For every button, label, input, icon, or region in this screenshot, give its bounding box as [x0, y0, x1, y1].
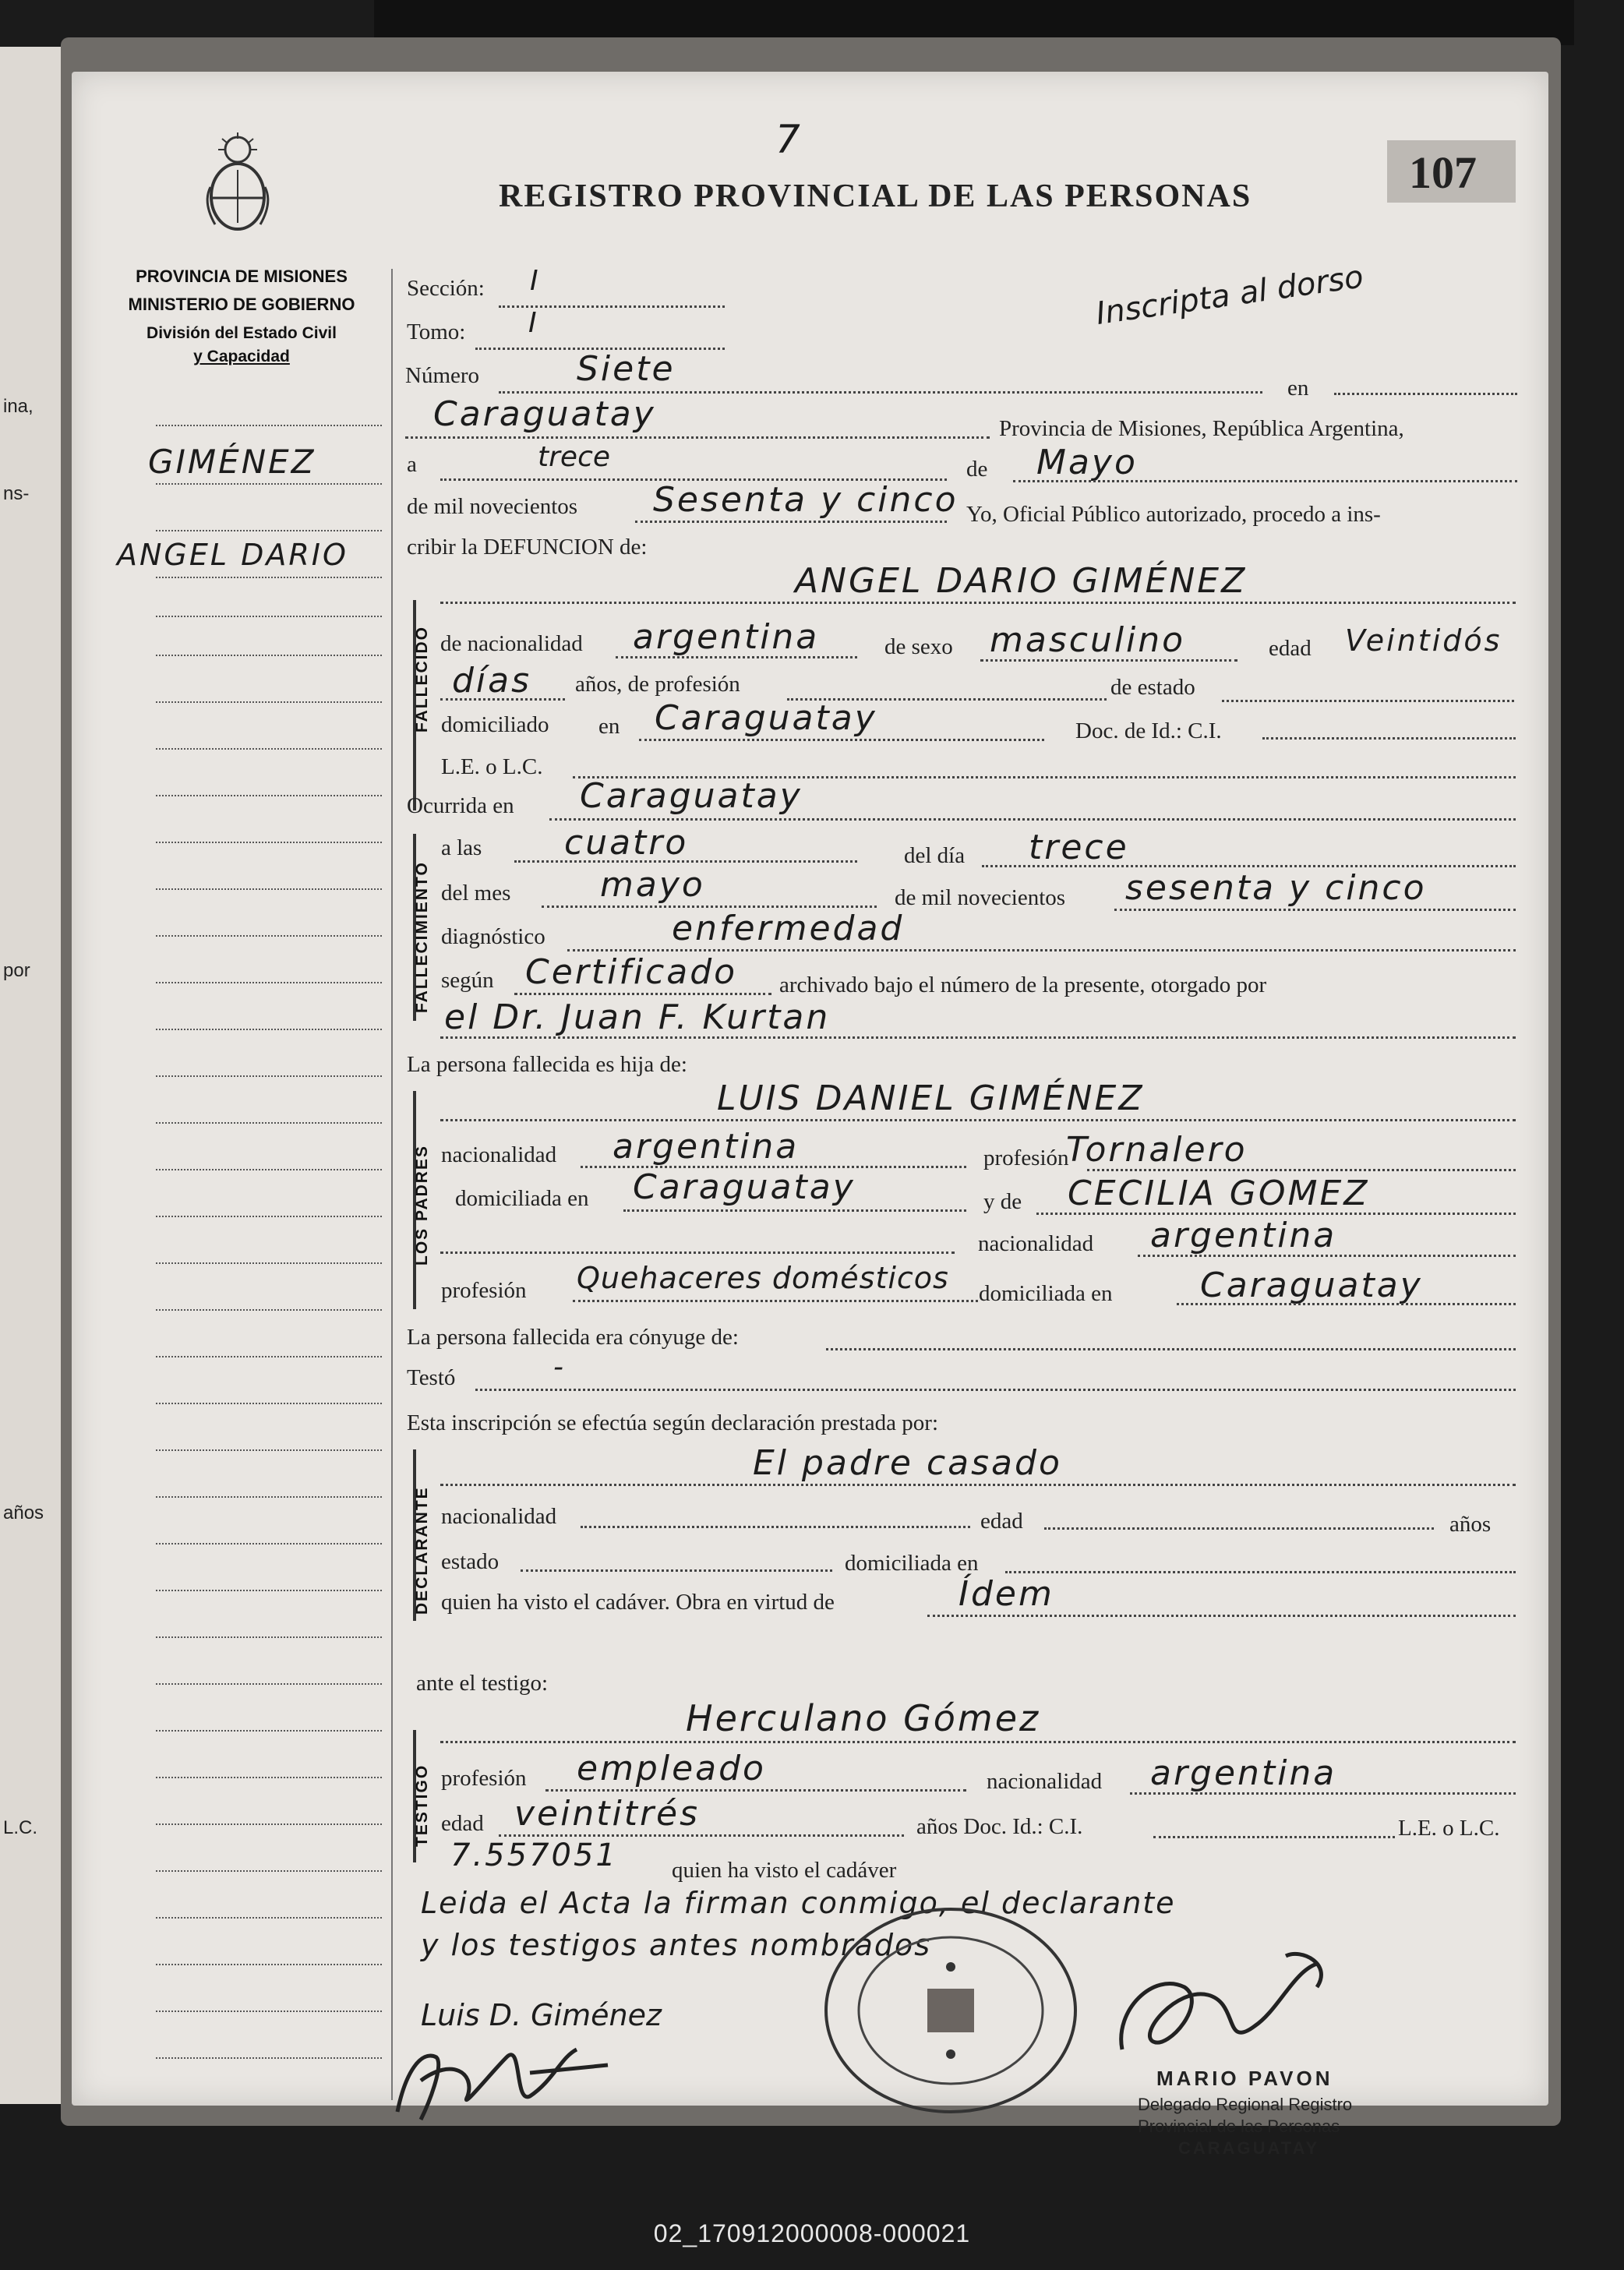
segun-value: Certificado: [525, 952, 738, 992]
declarante-nacionalidad-line: [581, 1526, 970, 1528]
nacionalidad-line: [616, 656, 857, 658]
left-page-fragment: por: [3, 960, 30, 981]
declarante-value: El padre casado: [753, 1443, 1062, 1483]
declarante-estado-line: [521, 1569, 832, 1572]
testigo-quien-ha-visto-label: quien ha visto el cadáver: [672, 1858, 897, 1883]
left-page-fragment: años: [3, 1502, 44, 1523]
anio-fallecimiento-value: sesenta y cinco: [1125, 868, 1427, 908]
margin-line: [156, 982, 382, 983]
testigo-signature: [374, 2026, 623, 2127]
dia-fallecimiento-line: [982, 865, 1516, 867]
estado-line: [1222, 700, 1514, 702]
folio-stamp: 107: [1409, 147, 1477, 198]
padre-nacionalidad-value: argentina: [613, 1127, 800, 1167]
madre-domicilio-label: domiciliada en: [979, 1281, 1113, 1306]
padres-section-label: LOS PADRES: [413, 1145, 431, 1266]
testigo-doc-label: años Doc. Id.: C.I.: [916, 1814, 1083, 1839]
inscribir-label: cribir la DEFUNCION de:: [407, 535, 648, 560]
page-title: REGISTRO PROVINCIAL DE LAS PERSONAS: [499, 178, 1252, 214]
margin-line: [156, 748, 382, 750]
numero-line: [499, 391, 1262, 394]
office-line-1: PROVINCIA DE MISIONES: [136, 267, 348, 286]
padre-line: [440, 1119, 1516, 1121]
anio-fallecimiento-line: [1114, 909, 1516, 911]
fallecido-nombre-line: [440, 602, 1516, 604]
fallecido-nombre: ANGEL DARIO GIMÉNEZ: [795, 561, 1248, 601]
testigo-le-lc-label: L.E. o L.C.: [1398, 1816, 1500, 1841]
margin-line: [156, 1029, 382, 1030]
testigo-doc-value: 7.557051: [450, 1838, 618, 1873]
padre-domicilio-label: domiciliada en: [455, 1186, 589, 1211]
ocurrida-line: [549, 818, 1516, 821]
testigo-edad-value: veintitrés: [514, 1794, 701, 1834]
testigo-profesion-value: empleado: [577, 1749, 766, 1788]
testo-label: Testó: [407, 1365, 456, 1390]
margin-line: [156, 1543, 382, 1545]
obra-en-virtud-value: Ídem: [959, 1574, 1054, 1614]
left-page-fragment: ina,: [3, 396, 34, 417]
padre-profesion-value: Tornalero: [1066, 1130, 1248, 1170]
margin-line: [156, 1683, 382, 1685]
seccion-label: Sección:: [407, 276, 485, 301]
margin-line: [156, 1262, 382, 1264]
hora-value: cuatro: [564, 823, 689, 863]
hija-de-label: La persona fallecida es hija de:: [407, 1052, 687, 1077]
margin-line: [156, 1730, 382, 1732]
edad-unidad-line: [440, 698, 565, 701]
archivado-label: archivado bajo el número de la presente, otorgado por: [779, 973, 1267, 997]
testigo-section-label: TESTIGO: [413, 1763, 431, 1847]
margin-line: [156, 2011, 382, 2012]
numero-label: Número: [405, 363, 480, 388]
image-label: 02_170912000008-000021: [653, 2219, 971, 2247]
padre-domicilio-value: Caraguatay: [633, 1167, 856, 1207]
tomo-value: I: [528, 307, 537, 339]
declarante-domicilio-label: domiciliada en: [845, 1551, 979, 1576]
left-page-edge: [0, 47, 63, 2104]
diagnostico-line: [567, 949, 1516, 951]
anio-value: Sesenta y cinco: [653, 480, 959, 520]
diagnostico-value: enfermedad: [672, 909, 905, 948]
testigo-nacionalidad-label: nacionalidad: [987, 1769, 1103, 1794]
madre-nombre: CECILIA GOMEZ: [1068, 1174, 1370, 1213]
margin-given-names: ANGEL DARIO: [117, 538, 348, 572]
margin-line: [156, 1356, 382, 1357]
lugar-value: Caraguatay: [433, 394, 656, 434]
declarante-estado-label: estado: [441, 1549, 500, 1574]
official-signature: [1107, 1940, 1340, 2073]
madre-cont-line: [440, 1252, 955, 1254]
conyuge-line: [826, 1348, 1516, 1350]
domiciliado-label: domiciliado: [441, 712, 549, 737]
official-name: MARIO PAVON: [1156, 2067, 1333, 2090]
padre-nombre: LUIS DANIEL GIMÉNEZ: [717, 1079, 1145, 1118]
margin-line: [156, 1403, 382, 1404]
provincia-label: Provincia de Misiones, República Argentina,: [999, 416, 1404, 441]
declarante-anos-label: años: [1449, 1512, 1492, 1537]
margin-line: [156, 1216, 382, 1217]
anos-profesion-label: años, de profesión: [575, 672, 740, 697]
fallecimiento-section-label: FALLECIMIENTO: [413, 861, 431, 1013]
fallecido-section-label: FALLECIDO: [413, 626, 431, 733]
testigo-edad-line: [499, 1834, 904, 1837]
margin-line: [156, 425, 382, 426]
tomo-label: Tomo:: [407, 319, 466, 344]
a-las-label: a las: [441, 835, 482, 860]
de-mil-nov-label: de mil novecientos: [895, 885, 1066, 910]
margin-surname: GIMÉNEZ: [148, 443, 316, 481]
anio-line: [635, 521, 947, 523]
margin-line: [156, 1309, 382, 1311]
madre-nacionalidad-line: [1138, 1255, 1516, 1257]
official-seal-icon: [818, 1901, 1083, 2120]
declarante-section-label: DECLARANTE: [413, 1486, 431, 1615]
domicilio-line: [639, 739, 1044, 741]
margin-line: [156, 701, 382, 703]
yo-oficial-label: Yo, Oficial Público autorizado, procedo a ins-: [966, 502, 1381, 527]
edad-unidad-value: días: [452, 661, 532, 701]
testigo-nombre-line: [440, 1741, 1516, 1743]
segun-label: según: [441, 968, 494, 993]
margin-line: [156, 577, 382, 578]
madre-nacionalidad-label: nacionalidad: [978, 1231, 1094, 1256]
margin-line: [156, 1169, 382, 1170]
padre-profesion-label: profesión: [983, 1146, 1069, 1170]
declarante-edad-line: [1044, 1527, 1434, 1530]
nacionalidad-value: argentina: [633, 617, 820, 657]
domiciliado-en-label: en: [598, 714, 620, 739]
margin-line: [156, 795, 382, 796]
margin-rule: [391, 269, 393, 2100]
domicilio-value: Caraguatay: [655, 698, 877, 738]
margin-line: [156, 1870, 382, 1872]
segun-line: [514, 993, 771, 995]
office-line-2: MINISTERIO DE GOBIERNO: [128, 295, 355, 314]
cancel-note: Inscripta al dorso: [1093, 259, 1366, 332]
del-dia-label: del día: [904, 843, 966, 868]
coat-of-arms-icon: [195, 132, 281, 234]
testigo-nacionalidad-line: [1130, 1792, 1516, 1795]
edad-label: edad: [1269, 636, 1312, 661]
declarante-line: [440, 1484, 1516, 1486]
en-label: en: [1287, 376, 1309, 401]
declarante-edad-label: edad: [980, 1509, 1023, 1534]
margin-line: [156, 1964, 382, 1965]
seccion-value: I: [530, 265, 538, 297]
edad-value: Veintidós: [1345, 623, 1502, 658]
testigo-doc-line: [1153, 1836, 1395, 1838]
de-mil-label: de mil novecientos: [407, 494, 578, 519]
lugar-line: [405, 436, 990, 439]
sexo-value: masculino: [990, 620, 1186, 660]
margin-line: [156, 2057, 382, 2059]
declarante-domicilio-line: [1005, 1571, 1516, 1573]
sexo-line: [980, 659, 1237, 662]
left-page-fragment: ns-: [3, 483, 30, 504]
le-lc-label: L.E. o L.C.: [441, 754, 543, 779]
margin-line: [156, 1917, 382, 1919]
mes-value: Mayo: [1036, 443, 1138, 482]
madre-line: [1036, 1213, 1516, 1215]
madre-domicilio-value: Caraguatay: [1200, 1266, 1423, 1305]
hora-line: [514, 860, 857, 863]
numero-value: Siete: [577, 349, 676, 389]
en-line: [1334, 393, 1517, 395]
margin-line: [156, 1590, 382, 1591]
madre-profesion-line: [573, 1300, 978, 1302]
margin-line: [156, 888, 382, 890]
testo-value: -: [553, 1351, 563, 1383]
del-mes-label: del mes: [441, 881, 511, 906]
office-line-4: y Capacidad: [193, 348, 290, 365]
testigo-edad-label: edad: [441, 1811, 484, 1836]
margin-line: [156, 616, 382, 617]
declaracion-label: Esta inscripción se efectúa según declaración prestada por:: [407, 1410, 939, 1435]
testigo-profesion-line: [545, 1789, 966, 1792]
margin-line: [156, 1122, 382, 1124]
official-title-1: Delegado Regional Registro: [1138, 2095, 1353, 2114]
testigo-nacionalidad-value: argentina: [1150, 1753, 1337, 1793]
madre-profesion-value: Quehaceres domésticos: [577, 1261, 949, 1295]
margin-line: [156, 1496, 382, 1498]
margin-line: [156, 1823, 382, 1825]
a-label: a: [407, 452, 417, 477]
madre-profesion-label: profesión: [441, 1278, 527, 1303]
padre-nacionalidad-label: nacionalidad: [441, 1142, 557, 1167]
obra-en-virtud-line: [927, 1615, 1516, 1617]
office-line-3: División del Estado Civil: [147, 324, 337, 342]
y-de-label: y de: [983, 1189, 1022, 1214]
mes-fallecimiento-value: mayo: [600, 865, 705, 905]
otorgado-value: el Dr. Juan F. Kurtan: [444, 997, 831, 1037]
padre-domicilio-line: [623, 1209, 966, 1212]
quien-ha-visto-label: quien ha visto el cadáver. Obra en virtud de: [441, 1590, 835, 1615]
official-title-2: Provincial de las Personas: [1138, 2116, 1340, 2136]
margin-line: [156, 935, 382, 937]
sexo-label: de sexo: [884, 634, 953, 659]
doc-id-label: Doc. de Id.: C.I.: [1075, 718, 1222, 743]
padre-profesion-line: [1087, 1169, 1516, 1171]
closing-line-2: y los testigos antes nombrados: [421, 1928, 932, 1962]
margin-line: [156, 1777, 382, 1778]
margin-line: [156, 530, 382, 531]
margin-line: [156, 1075, 382, 1077]
nacionalidad-label: de nacionalidad: [440, 631, 583, 656]
margin-line: [156, 655, 382, 656]
margin-line: [156, 483, 382, 485]
testigo-profesion-label: profesión: [441, 1766, 527, 1791]
dia-fallecimiento-value: trece: [1029, 828, 1129, 867]
left-page-fragment: L.C.: [3, 1817, 38, 1838]
declarante-signature: Luis D. Giménez: [421, 1998, 662, 2032]
otorgado-line: [440, 1036, 1516, 1039]
official-place: CARAGUATAY: [1178, 2138, 1320, 2158]
declarante-nacionalidad-label: nacionalidad: [441, 1504, 557, 1529]
madre-nacionalidad-value: argentina: [1150, 1216, 1337, 1255]
ocurrida-value: Caraguatay: [580, 776, 803, 816]
conyuge-label: La persona fallecida era cónyuge de:: [407, 1325, 739, 1350]
madre-domicilio-line: [1177, 1303, 1516, 1305]
margin-line: [156, 1449, 382, 1451]
mes-fallecimiento-line: [542, 906, 877, 908]
de-estado-label: de estado: [1110, 675, 1195, 700]
margin-line: [156, 1636, 382, 1638]
diagnostico-label: diagnóstico: [441, 924, 545, 949]
closing-line-1: Leida el Acta la firman conmigo, el declarante: [421, 1886, 1176, 1920]
de-label: de: [966, 457, 988, 482]
testigo-nombre: Herculano Gómez: [686, 1697, 1041, 1739]
testo-line: [475, 1389, 1516, 1391]
ocurrida-label: Ocurrida en: [407, 793, 514, 818]
margin-line: [156, 842, 382, 843]
page-number-handwritten: 7: [775, 117, 800, 162]
doc-id-line: [1262, 737, 1516, 740]
mes-line: [1013, 480, 1517, 482]
ante-testigo-label: ante el testigo:: [416, 1671, 549, 1696]
dia-value: trece: [538, 441, 611, 473]
